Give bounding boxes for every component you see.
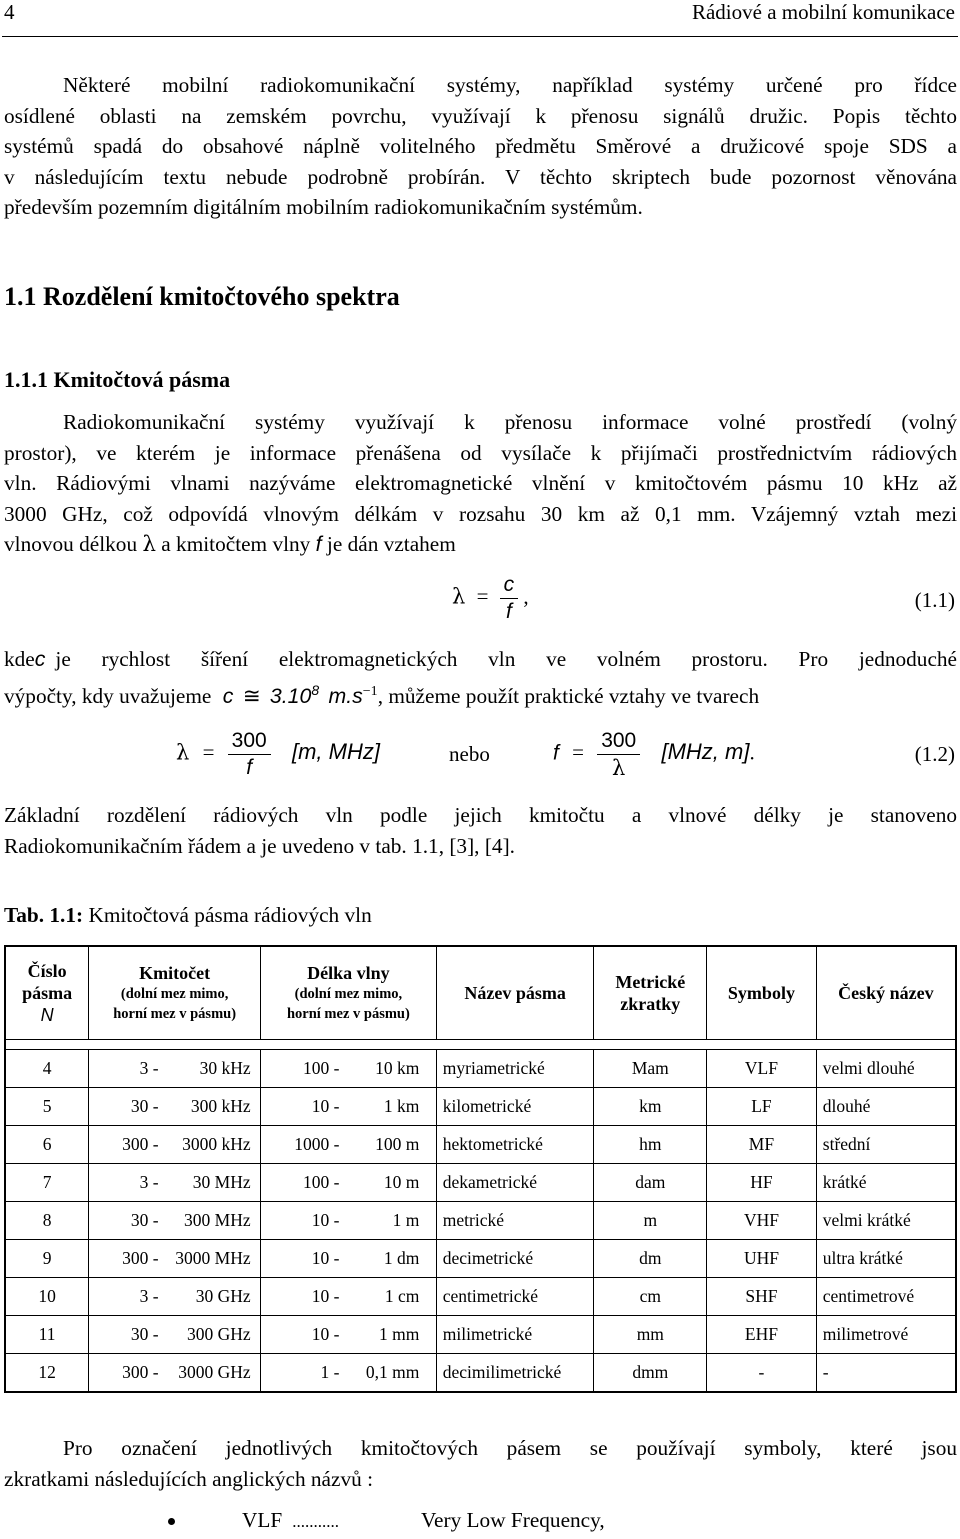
lambda-symbol: λ [142, 532, 156, 557]
fraction [500, 572, 519, 625]
cell-band-number [5, 1126, 89, 1164]
cell-band-name [436, 1278, 594, 1316]
equals-sign: = [202, 740, 215, 765]
gap-cell [5, 1040, 956, 1050]
cell-symbol [707, 1202, 817, 1240]
czech-name: ultra krátké [822, 1248, 903, 1268]
paragraph-light-speed-line1 [4, 647, 957, 672]
cell-band-name [436, 1050, 594, 1088]
freq-lower: 30 - [130, 1096, 159, 1116]
cell-wavelength [261, 1240, 437, 1278]
cell-metric-abbr [594, 1164, 707, 1202]
len-upper: 10 m [383, 1172, 420, 1192]
band-number: 7 [42, 1172, 52, 1192]
header-subtext: horní mez v pásmu) [286, 1006, 410, 1022]
subsection-heading: 1.1.1 Kmitočtová pásma [4, 367, 231, 392]
equation-number: (1.2) [914, 742, 955, 766]
metric-abbr: hm [639, 1134, 662, 1154]
frequency-bands-table [4, 945, 957, 1393]
len-lower: 10 - [311, 1096, 340, 1116]
table-row [5, 1278, 956, 1316]
band-symbol: VHF [743, 1210, 779, 1230]
table-row [5, 1354, 956, 1393]
len-lower: 1000 - [294, 1134, 340, 1154]
band-number: 9 [42, 1248, 52, 1268]
table-row [5, 1088, 956, 1126]
nebo-word: nebo [449, 742, 490, 766]
cell-band-number [5, 1240, 89, 1278]
cell-wavelength [261, 1088, 437, 1126]
header-band-number [5, 946, 89, 1040]
table-gap-row [5, 1040, 956, 1050]
cell-czech-name [816, 1354, 956, 1393]
cell-frequency [89, 1354, 261, 1393]
cell-symbol [707, 1316, 817, 1354]
paragraph-line-last [4, 529, 957, 561]
denominator: f [505, 600, 512, 623]
text-fragment: kde [4, 647, 35, 671]
len-lower: 100 - [302, 1172, 340, 1192]
len-upper: 1 dm [383, 1248, 420, 1268]
len-upper: 1 km [383, 1096, 420, 1116]
cell-czech-name [816, 1316, 956, 1354]
table-body [5, 1050, 956, 1393]
period: . [749, 740, 755, 765]
metric-abbr: mm [636, 1324, 664, 1344]
bullet-item [242, 1508, 339, 1533]
lambda-symbol: λ [452, 584, 466, 609]
c-unit-exponent: −1 [362, 684, 378, 699]
freq-upper: 3000 kHz [182, 1134, 251, 1154]
text-fragment: je dán vztahem [326, 532, 456, 556]
cell-band-name [436, 1240, 594, 1278]
cell-band-number [5, 1164, 89, 1202]
table-row [5, 1316, 956, 1354]
len-lower: 100 - [302, 1058, 340, 1078]
lambda-symbol: λ [176, 740, 190, 765]
band-symbol: UHF [743, 1248, 779, 1268]
bullet-meaning: Very Low Frequency, [421, 1508, 605, 1532]
metric-abbr: dmm [632, 1362, 669, 1382]
text-fragment: a kmitočtem vlny [161, 532, 311, 556]
len-upper: 100 m [375, 1134, 420, 1154]
cell-symbol [707, 1164, 817, 1202]
freq-upper: 300 kHz [190, 1096, 251, 1116]
czech-name: milimetrové [822, 1324, 909, 1344]
fraction [597, 728, 640, 781]
denominator: λ [612, 756, 626, 780]
equation-1-2-left [176, 728, 380, 781]
len-lower: 10 - [311, 1286, 340, 1306]
c-symbol: c [222, 684, 234, 709]
cell-frequency [89, 1050, 261, 1088]
cell-frequency [89, 1278, 261, 1316]
len-lower: 1 - [320, 1362, 340, 1382]
cell-frequency [89, 1164, 261, 1202]
cell-metric-abbr [594, 1316, 707, 1354]
freq-lower: 30 - [130, 1324, 159, 1344]
freq-lower: 3 - [139, 1172, 159, 1192]
freq-lower: 300 - [122, 1362, 159, 1382]
cell-wavelength [261, 1278, 437, 1316]
intro-line: v následujícím textu nebude podrobně probírán. V těchto skriptech bude pozornost věnována [4, 164, 957, 189]
band-number: 6 [42, 1134, 52, 1154]
len-upper: 1 mm [379, 1324, 420, 1344]
metric-abbr: dam [635, 1172, 666, 1192]
band-name: myriametrické [442, 1058, 545, 1078]
band-name: kilometrické [442, 1096, 532, 1116]
table-row [5, 1202, 956, 1240]
cell-czech-name [816, 1240, 956, 1278]
len-lower: 10 - [311, 1248, 340, 1268]
band-symbol: LF [751, 1096, 772, 1116]
numerator: c [500, 572, 519, 599]
header-text: pásma [22, 983, 73, 1003]
cell-symbol [707, 1126, 817, 1164]
comma: , [523, 584, 529, 609]
equation-number: (1.1) [914, 588, 955, 612]
cell-wavelength [261, 1316, 437, 1354]
cell-metric-abbr [594, 1240, 707, 1278]
intro-line: Některé mobilní radiokomunikační systémy, například systémy určené pro řídce [63, 73, 957, 97]
band-name: hektometrické [442, 1134, 543, 1154]
cell-metric-abbr [594, 1088, 707, 1126]
cell-wavelength [261, 1202, 437, 1240]
len-upper: 1 cm [384, 1286, 420, 1306]
len-upper: 0,1 mm [365, 1362, 420, 1382]
cell-czech-name [816, 1126, 956, 1164]
cell-czech-name [816, 1050, 956, 1088]
paragraph-table-intro [4, 800, 957, 861]
equation-1-2-right [553, 728, 755, 781]
cell-czech-name [816, 1202, 956, 1240]
cell-band-number [5, 1088, 89, 1126]
cell-band-name [436, 1202, 594, 1240]
paragraph-line: prostor), ve kterém je informace přenášena od vysílače k přijímači prostřednictvím rádiových [4, 440, 957, 465]
band-number: 8 [42, 1210, 52, 1230]
cell-frequency [89, 1316, 261, 1354]
cell-band-name [436, 1164, 594, 1202]
cell-wavelength [261, 1164, 437, 1202]
cell-symbol [707, 1354, 817, 1393]
metric-abbr: cm [639, 1286, 661, 1306]
bullet-dots: ........... [292, 1512, 339, 1531]
text-fragment: , můžeme použít praktické vztahy ve tvarech [377, 684, 760, 709]
len-upper: 10 km [375, 1058, 420, 1078]
header-text: Délka vlny [307, 963, 390, 983]
header-text: N [40, 1005, 54, 1025]
table-row [5, 1050, 956, 1088]
len-lower: 10 - [311, 1324, 340, 1344]
paragraph-radio-waves [4, 407, 957, 561]
approx-symbol: ≅ [242, 684, 261, 710]
header-frequency [89, 946, 261, 1040]
cell-symbol [707, 1050, 817, 1088]
section-heading: 1.1 Rozdělení kmitočtového spektra [4, 282, 400, 311]
bullet-icon [168, 1518, 175, 1525]
paragraph-light-speed-line2 [4, 682, 759, 709]
band-name: dekametrické [442, 1172, 538, 1192]
denominator: f [246, 756, 253, 779]
band-number: 10 [38, 1286, 56, 1306]
header-metric-abbr [594, 946, 707, 1040]
band-number: 5 [42, 1096, 52, 1116]
paragraph-line: vln. Rádiovými vlnami nazýváme elektromagnetické vlnění v kmitočtovém pásmu 10 kHz až [4, 471, 957, 495]
cell-band-name [436, 1126, 594, 1164]
paragraph-line: Radiokomunikačním řádem a je uvedeno v tab. 1.1, [3], [4]. [4, 833, 515, 858]
text-fragment: výpočty, kdy uvažujeme [4, 684, 212, 709]
freq-upper: 30 kHz [199, 1058, 251, 1078]
freq-upper: 300 MHz [184, 1210, 251, 1230]
cell-wavelength [261, 1354, 437, 1393]
freq-lower: 30 - [130, 1210, 159, 1230]
c-unit: m.s [328, 684, 363, 709]
c-symbol: c [34, 647, 46, 671]
running-title: Rádiové a mobilní komunikace [691, 0, 955, 24]
cell-band-name [436, 1088, 594, 1126]
freq-upper: 30 GHz [195, 1286, 251, 1306]
header-symbols: Symboly [707, 946, 817, 1040]
cell-czech-name [816, 1164, 956, 1202]
numerator: 300 [597, 728, 640, 755]
c-value: 3.10 [269, 684, 312, 709]
equation-1-1 [452, 572, 529, 625]
intro-line: systémů spadá do obsahové náplně volitelného předmětu Směrové a družicové spoje SDS a [4, 134, 957, 158]
band-name: metrické [442, 1210, 504, 1230]
cell-symbol [707, 1240, 817, 1278]
czech-name: velmi dlouhé [822, 1058, 915, 1078]
table-caption [4, 903, 372, 928]
band-number: 4 [42, 1058, 52, 1078]
cell-frequency [89, 1088, 261, 1126]
paragraph-line: Radiokomunikační systémy využívají k přenosu informace volné prostředí (volný [63, 410, 957, 434]
czech-name: velmi krátké [822, 1210, 911, 1230]
intro-line: především pozemním digitálním mobilním radiokomunikačním systémům. [4, 195, 643, 219]
cell-wavelength [261, 1050, 437, 1088]
band-name: centimetrické [442, 1286, 538, 1306]
cell-metric-abbr [594, 1202, 707, 1240]
table-row [5, 1126, 956, 1164]
paragraph-line: Pro označení jednotlivých kmitočtových pásem se používají symboly, které jsou [63, 1436, 957, 1460]
table-row [5, 1240, 956, 1278]
header-wavelength [261, 946, 437, 1040]
cell-frequency [89, 1126, 261, 1164]
cell-band-number [5, 1050, 89, 1088]
freq-upper: 3000 GHz [178, 1362, 251, 1382]
freq-upper: 30 MHz [192, 1172, 251, 1192]
header-text: Číslo [27, 961, 67, 981]
band-symbol: SHF [745, 1286, 778, 1306]
len-lower: 10 - [311, 1210, 340, 1230]
header-text: zkratky [620, 994, 681, 1014]
table-caption-text: Kmitočtová pásma rádiových vln [88, 903, 372, 927]
band-name: decimetrické [442, 1248, 534, 1268]
cell-band-number [5, 1278, 89, 1316]
cell-band-number [5, 1202, 89, 1240]
intro-paragraph [4, 70, 957, 223]
freq-lower: 300 - [122, 1248, 159, 1268]
cell-band-number [5, 1316, 89, 1354]
czech-name: krátké [822, 1172, 867, 1192]
czech-name: dlouhé [822, 1096, 871, 1116]
numerator: 300 [228, 728, 271, 755]
cell-band-name [436, 1354, 594, 1393]
header-band-name: Název pásma [436, 946, 594, 1040]
bullet-term: VLF [242, 1508, 283, 1532]
metric-abbr: km [639, 1096, 662, 1116]
cell-band-name [436, 1316, 594, 1354]
cell-metric-abbr [594, 1126, 707, 1164]
header-subtext: horní mez v pásmu) [113, 1006, 237, 1022]
header-rule [2, 36, 958, 37]
cell-band-number [5, 1354, 89, 1393]
equals-sign: = [572, 740, 584, 765]
paragraph-symbols-intro [4, 1433, 957, 1494]
cell-metric-abbr [594, 1050, 707, 1088]
cell-wavelength [261, 1126, 437, 1164]
freq-upper: 3000 MHz [175, 1248, 251, 1268]
table-caption-label: Tab. 1.1: [4, 903, 84, 927]
header-text: Metrické [615, 972, 686, 992]
cell-symbol [707, 1278, 817, 1316]
cell-metric-abbr [594, 1278, 707, 1316]
cell-czech-name [816, 1088, 956, 1126]
header-text: Kmitočet [139, 963, 211, 983]
table-row [5, 1164, 956, 1202]
cell-symbol [707, 1088, 817, 1126]
freq-lower: 3 - [139, 1058, 159, 1078]
metric-abbr: Mam [631, 1058, 669, 1078]
band-name: decimilimetrické [442, 1362, 562, 1382]
czech-name: centimetrové [822, 1286, 915, 1306]
band-name: milimetrické [442, 1324, 533, 1344]
text-fragment: vlnovou délkou [4, 532, 138, 556]
f-symbol: f [553, 741, 559, 765]
czech-name: střední [822, 1134, 871, 1154]
text-fragment: je rychlost šíření elektromagnetických vln ve volném prostoru. Pro jednoduché [55, 647, 957, 671]
metric-abbr: dm [639, 1248, 662, 1268]
cell-frequency [89, 1202, 261, 1240]
czech-name: - [822, 1362, 829, 1382]
page-number: 4 [4, 0, 15, 24]
f-symbol: f [315, 532, 322, 556]
freq-upper: 300 GHz [186, 1324, 251, 1344]
paragraph-line: 3000 GHz, což odpovídá vlnovým délkám v rozsahu 30 km až 0,1 mm. Vzájemný vztah mezi [4, 501, 957, 526]
header-czech-name: Český název [816, 946, 956, 1040]
header-subtext: (dolní mez mimo, [294, 986, 403, 1002]
fraction [228, 728, 271, 781]
band-symbol: VLF [744, 1058, 778, 1078]
len-upper: 1 m [392, 1210, 420, 1230]
table-header-row [5, 946, 956, 1040]
metric-abbr: m [643, 1210, 658, 1230]
band-symbol: HF [750, 1172, 773, 1192]
band-number: 11 [38, 1324, 56, 1344]
cell-frequency [89, 1240, 261, 1278]
units: [MHz, m] [661, 739, 750, 765]
freq-lower: 300 - [122, 1134, 159, 1154]
c-exponent: 8 [311, 682, 320, 698]
paragraph-line: Základní rozdělení rádiových vln podle jejich kmitočtu a vlnové délky je stanoveno [4, 803, 957, 827]
band-number: 12 [38, 1362, 56, 1382]
band-symbol: MF [748, 1134, 775, 1154]
band-symbol: - [758, 1362, 765, 1382]
cell-metric-abbr [594, 1354, 707, 1393]
cell-czech-name [816, 1278, 956, 1316]
intro-line: osídlené oblasti na zemském povrchu, využívají k přenosu signálů družic. Popis těchto [4, 103, 957, 128]
band-symbol: EHF [744, 1324, 778, 1344]
paragraph-line: zkratkami následujících anglických názvů : [4, 1466, 374, 1491]
header-subtext: (dolní mez mimo, [120, 986, 229, 1002]
units: [m, MHz] [291, 739, 380, 765]
equals-sign: = [476, 584, 489, 609]
freq-lower: 3 - [139, 1286, 159, 1306]
